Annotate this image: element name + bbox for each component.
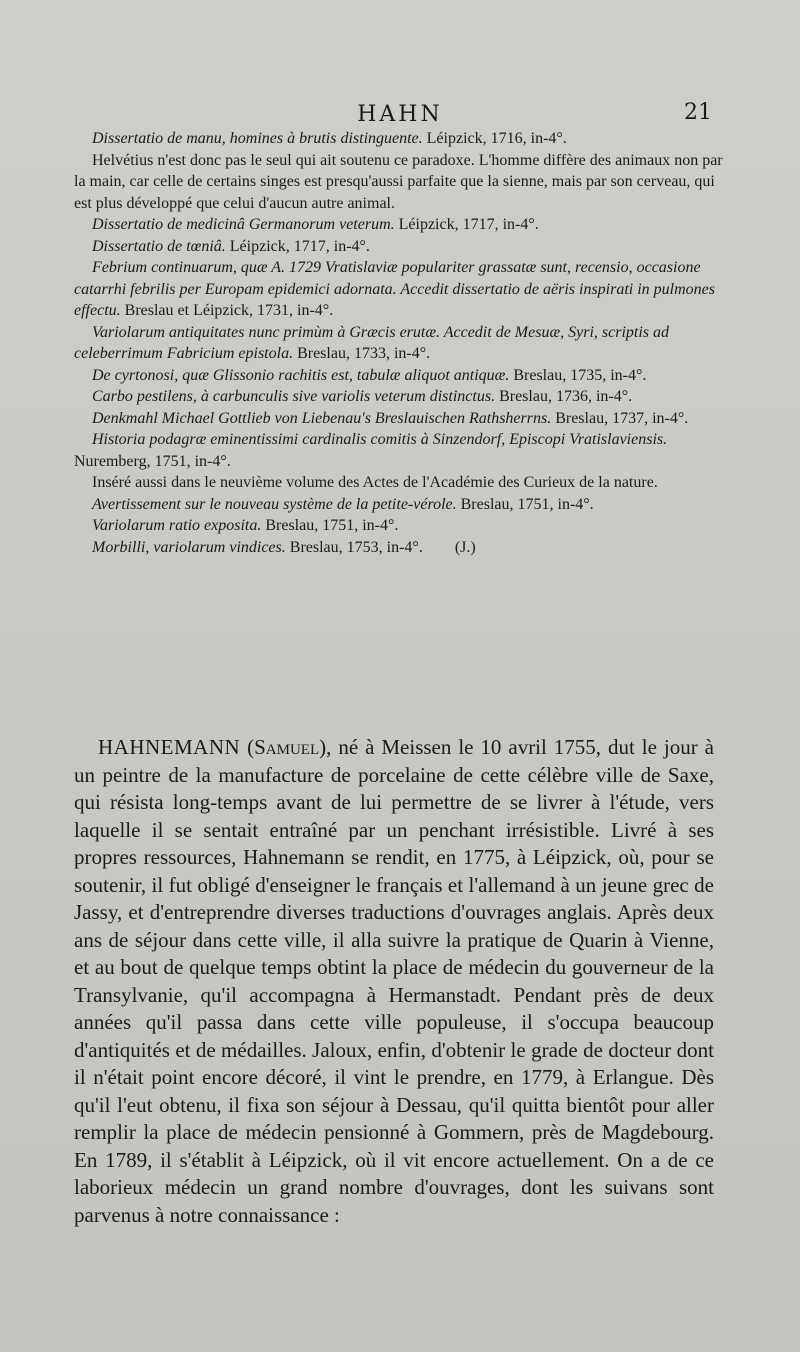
entry-title: Avertissement sur le nouveau système de la petite-vérole.: [92, 495, 457, 513]
bibliography-entry: [74, 386, 728, 408]
biography-paragraph: [74, 734, 714, 1229]
entry-title: Morbilli, variolarum vindices.: [92, 538, 286, 556]
entry-details: Inséré aussi dans le neuvième volume des Actes de l'Académie des Curieux de la nature.: [92, 474, 658, 491]
entry-title: Variolarum ratio exposita.: [92, 517, 262, 534]
entry-details: Léipzick, 1716, in-4°.: [426, 130, 567, 147]
entry-title: Historia podagræ eminentissimi cardinalis comitis à Sinzendorf, Episcopi Vratislaviensis.: [92, 431, 668, 448]
bibliography-entry: [74, 494, 728, 516]
bibliography-entry: [74, 257, 728, 322]
entry-title: Carbo pestilens, à carbunculis sive variolis veterum distinctus.: [92, 388, 496, 405]
biography-text: né à Meissen le 10 avril 1755, dut le jour à un peintre de la manufacture de porcelaine de cette célèbre ville de Saxe, qui résista long-temps avant de lui permettre de se livrer à l'étude, vers laquelle il se sentait entraîné par un penchant irrésistible. Livré à ses propres ressources, Hahnemann se rendit, en 1775, à Léipzick, où, pour se soutenir, il fut obligé d'enseigner le français et l'allemand à un jeune grec de Jassy, et d'entreprendre diverses traductions d'ouvrages anglais. Après deux ans de séjour dans cette ville, il alla suivre la pratique de Quarin à Vienne, et au bout de quelque temps obtint la place de médecin du gouverneur de la Transylvanie, qu'il accompagna à Hermanstadt. Pendant près de deux années qu'il passa dans cette ville populeuse, il s'occupa beaucoup d'antiquités et de médailles. Jaloux, enfin, d'obtenir le grade de docteur dont il n'était point encore décoré, il vint le prendre, en 1779, à Erlangue. Dès qu'il l'eut obtenu, il fixa son séjour à Dessau, qu'il quitta bientôt pour aller remplir la place de médecin pensionné à Gommern, près de Magdebourg. En 1789, il s'établit à Léipzick, où il vit encore actuellement. On a de ce laborieux médecin un grand nombre d'ouvrages, dont les suivans sont parvenus à notre connaissance :: [74, 735, 714, 1227]
bibliography-entry: [74, 236, 728, 258]
bibliography-note: [74, 472, 728, 494]
entry-details: Breslau et Léipzick, 1731, in-4°.: [124, 302, 334, 319]
entry-details: Breslau, 1753, in-4°. (J.): [289, 538, 476, 556]
bibliography-entry: [74, 515, 728, 537]
bibliography-entry: [74, 322, 728, 365]
entry-details: Breslau, 1737, in-4°.: [555, 409, 689, 427]
entry-details: Breslau, 1733, in-4°.: [297, 345, 431, 362]
biography-first-name: (Samuel),: [247, 735, 332, 759]
entry-title: Dissertatio de tœniâ.: [92, 237, 226, 255]
entry-title: Dissertatio de medicinâ Germanorum veterum.: [92, 216, 395, 233]
entry-details: Breslau, 1751, in-4°.: [460, 495, 594, 513]
entry-title: De cyrtonosi, quæ Glissonio rachitis est, tabulæ aliquot antiquæ.: [92, 366, 510, 384]
entry-title: Febrium continuarum, quæ A. 1729 Vratislaviæ populariter grassatæ sunt, recensio, occasione catarrhi febrilis per Europam epidemici adornata. Accedit dissertatio de aëris inspirati in pulmones effectu.: [74, 259, 715, 319]
entry-title: Denkmahl Michael Gottlieb von Liebenau's Breslauischen Rathsherrns.: [92, 409, 552, 427]
bibliography-entry: [74, 537, 728, 559]
bibliography-entry: [74, 214, 728, 236]
bibliography-entry: [74, 408, 728, 430]
entry-details: Breslau, 1751, in-4°.: [265, 517, 399, 534]
running-head: HAHN: [357, 102, 443, 127]
page-number: 21: [684, 100, 712, 125]
entry-details: Léipzick, 1717, in-4°.: [398, 216, 539, 233]
bibliography-note: [74, 150, 728, 215]
entry-title: Dissertatio de manu, homines à brutis distinguente.: [92, 130, 423, 147]
entry-details: Nuremberg, 1751, in-4°.: [74, 452, 231, 470]
bibliography-entry: [74, 429, 728, 472]
bibliography-entry: [74, 128, 728, 150]
entry-title: Variolarum antiquitates nunc primùm à Græcis erutæ. Accedit de Mesuæ, Syri, scriptis ad celeberrimum Fabricium epistola.: [74, 323, 670, 362]
entry-details: Helvétius n'est donc pas le seul qui ait soutenu ce paradoxe. L'homme diffère des animaux non par la main, car celle de certains singes est presqu'aussi parfaite que la sienne, mais par son cerveau, qui est plus développé que celui d'aucun autre animal.: [74, 151, 723, 212]
biography-name: HAHNEMANN: [98, 735, 241, 759]
entry-details: Léipzick, 1717, in-4°.: [229, 237, 370, 255]
entry-details: Breslau, 1735, in-4°.: [513, 366, 647, 384]
bibliography-entry: [74, 365, 728, 387]
entry-details: Breslau, 1736, in-4°.: [499, 388, 633, 405]
bibliography-list: [74, 128, 728, 558]
